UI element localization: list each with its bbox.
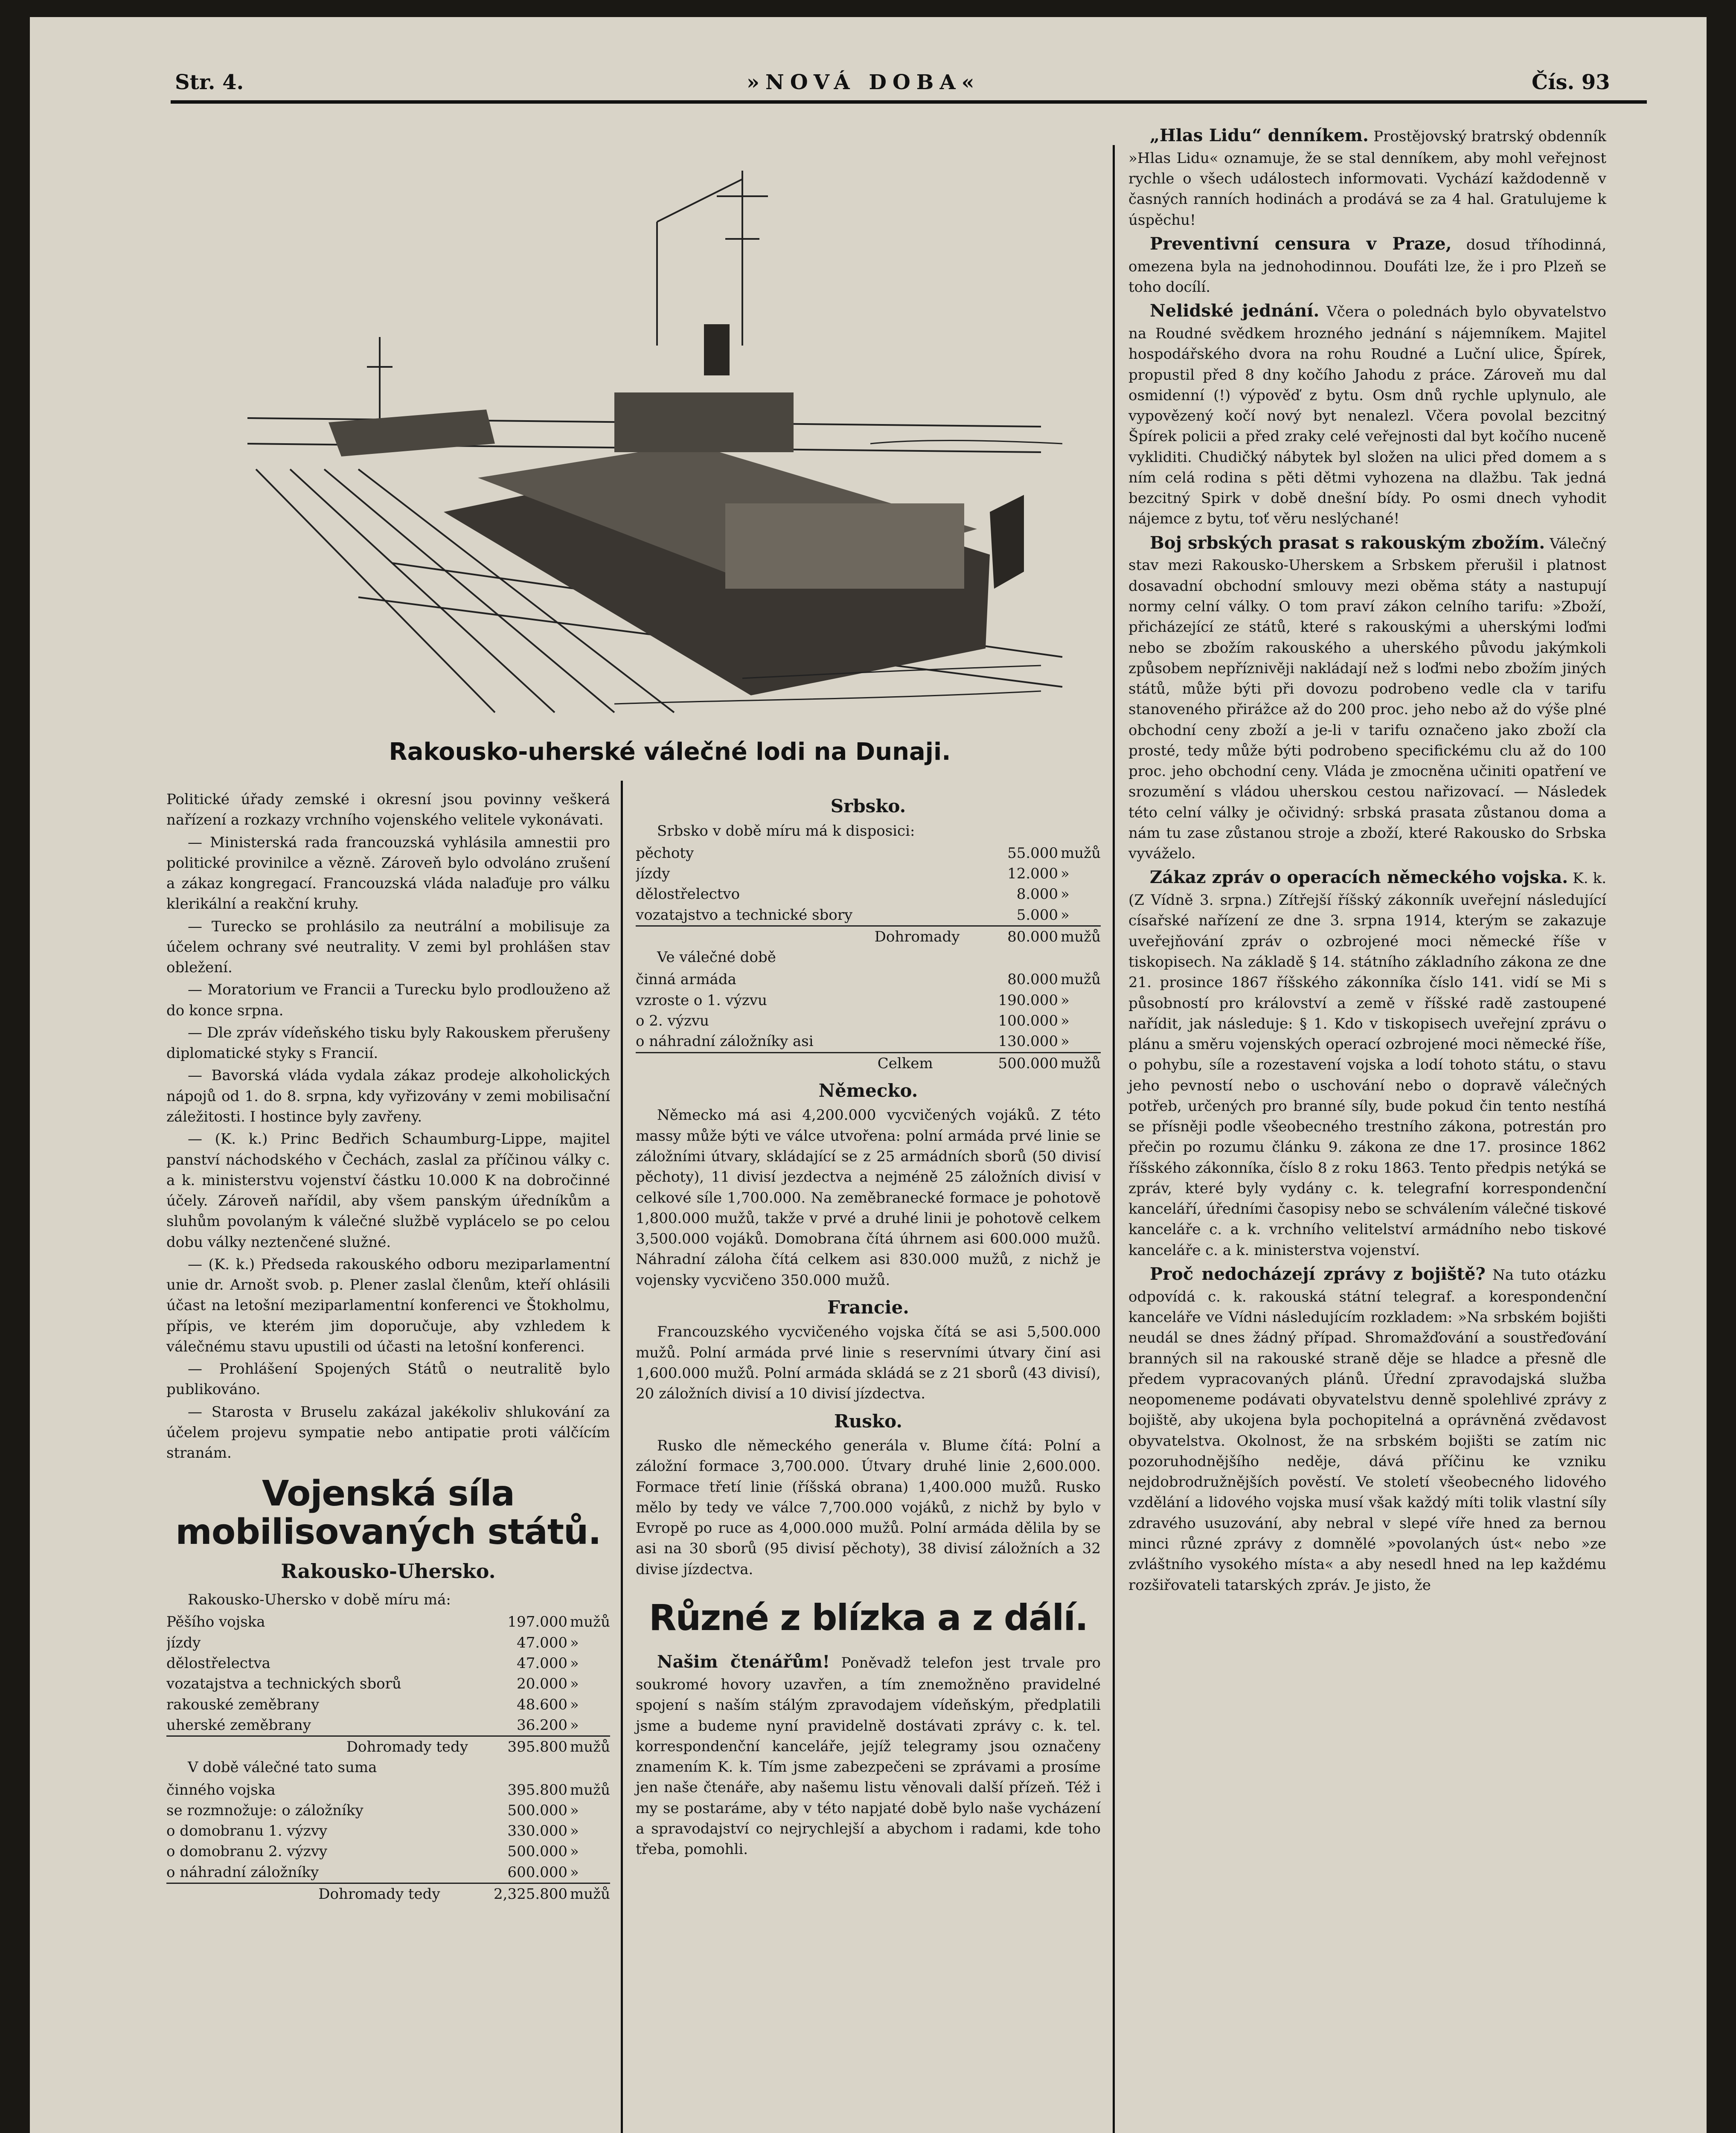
row-value: 8.000: [1016, 886, 1058, 903]
row-label: dělostřelectva: [166, 1654, 270, 1672]
table-row: [166, 1715, 610, 1736]
row-label: pěchoty: [636, 844, 694, 862]
total-value: 395.800: [485, 1736, 570, 1758]
row-value: 197.000: [507, 1613, 568, 1631]
row-unit: mužů: [570, 1613, 610, 1631]
paragraph: — (K. k.) Předseda rakouského odboru meziparlamentní unie dr. Arnošt svob. p. Plener zaslal členům, kteří ohlásili účast na letošní meziparlamentní konferenci ve Štokholmu, přípis, ve kterém jim doporučuje, aby vzhledem k válečnému stavu upustili od účasti na letošní konferenci.: [166, 1255, 610, 1355]
row-unit: »: [1061, 1033, 1070, 1050]
table-row: [166, 1780, 610, 1800]
run-in-heading: Proč nedocházejí zprávy z bojiště?: [1150, 1264, 1486, 1284]
subheading-austria: Rakousko-Uhersko.: [281, 1559, 496, 1583]
subheading-serbia: Srbsko.: [830, 796, 906, 817]
row-value: 20.000: [517, 1675, 568, 1693]
row-unit: mužů: [1061, 844, 1101, 862]
table-row: [166, 1633, 610, 1653]
total-value: 2,325.800: [457, 1883, 570, 1904]
table-row: [636, 843, 1101, 863]
row-unit: mužů: [1061, 971, 1101, 988]
total-value: 80.000: [977, 926, 1061, 947]
warship-illustration: [230, 145, 1084, 729]
table-row: [166, 1674, 610, 1694]
row-value: 395.800: [507, 1781, 568, 1799]
table-row: [166, 1841, 610, 1862]
serbia-war-table: [636, 969, 1101, 1073]
paragraph: — Moratorium ve Francii a Turecku bylo prodlouženo až do konce srpna.: [166, 981, 610, 1019]
serbia-intro: Srbsko v době míru má k disposici:: [657, 822, 915, 840]
row-unit: »: [570, 1654, 579, 1672]
total-label: Celkem: [636, 1052, 950, 1074]
row-unit: »: [1061, 886, 1070, 903]
row-label: jízdy: [166, 1634, 201, 1651]
row-value: 500.000: [507, 1843, 568, 1860]
row-unit: »: [570, 1802, 579, 1819]
paragraph-text: Poněvadž telefon jest trvale pro soukromé hovory uzavřen, a tím znemožněno pravidelné spojení s naším stálým zpravodajem vídeňským, předplatili jsme a budeme nyní pravidelně dostávati zprávy c. k. tel. korrespondenční kanceláře, jejíž telegramy jsou označeny znamením K. k. Tím jsme zabezpečeni se zprávami a prosíme jen naše čtenáře, aby našemu listu věnovali další přízeň. Též i my se postaráme, aby v této napjaté době bylo naše vycházení a spravodajství co nejrychlejší a abychom i radami, kde toho třeba, pomohli.: [636, 1654, 1101, 1858]
column-1: [166, 789, 610, 1904]
row-label: činného vojska: [166, 1781, 276, 1799]
row-value: 47.000: [517, 1634, 568, 1651]
austria-peace-table: [166, 1612, 610, 1757]
row-label: o náhradní záložníky: [166, 1863, 319, 1881]
run-in-heading: „Hlas Lidu“ denníkem.: [1150, 125, 1369, 145]
total-label: Dohromady tedy: [166, 1883, 457, 1904]
row-value: 48.600: [517, 1696, 568, 1713]
austria-war-intro: V době válečné tato suma: [188, 1759, 377, 1776]
table-total-row: [636, 926, 1101, 947]
column-rule-left: [621, 781, 623, 2133]
table-total-row: [166, 1736, 610, 1758]
paragraph-text: Prostějovský bratrský obdenník »Hlas Lidu« oznamuje, že se stal denníkem, aby mohl veřejnost rychle o všech událostech informovati. Vychází každodenně v časných ranních hodinách a prodává se za 4 hal. Gratulujeme k úspěchu!: [1128, 128, 1607, 229]
illustration-caption: Rakousko-uherské válečné lodi na Dunaji.: [389, 738, 951, 766]
row-value: 500.000: [507, 1802, 568, 1819]
table-row: [166, 1612, 610, 1632]
row-label: jízdy: [636, 865, 670, 883]
total-unit: mužů: [570, 1883, 610, 1904]
row-label: vozatajstvo a technické sbory: [636, 906, 853, 924]
newspaper-page: [30, 17, 1707, 2133]
row-unit: »: [1061, 991, 1070, 1009]
section-heading-misc: Různé z blízka a z dálí.: [648, 1597, 1088, 1639]
row-unit: »: [1061, 865, 1070, 883]
row-label: uherské zeměbrany: [166, 1716, 311, 1734]
paragraph-text: Válečný stav mezi Rakousko-Uherskem a Srbskem přerušil i platnost dosavadní obchodní smlouvy mezi oběma státy a nastupují normy celní války. O tom praví zákon celního tarifu: »Zboží, přicházející ze států, které s rakouskými a uherskými loďmi nebo se zbožím rakouského a uherského původu jakýmkoli způsobem nepříznivěji nakládají než s loďmi nebo zbožím jiných států, může býti při dovozu podrobeno vedle cla v tarifu stanoveného přirážce až do 200 proc. jeho nebo až do výše plné obchodní ceny zboží a je-li v tarifu označeno jako zboží cla prosté, tedy může býti podrobeno specifickému clu až do 100 proc. jeho obchodní ceny. Vláda je zmocněna učiniti opatření ve srozumění s vládou uherskou cestou nařizovací. — Následek této celní války je očividný: srbská prasata zůstanou doma a nám tu zase zůstanou stroje a zboží, které Rakousko do Srbska vyváželo.: [1128, 535, 1606, 863]
header-rule: [171, 100, 1647, 104]
row-value: 330.000: [507, 1822, 568, 1840]
row-value: 36.200: [517, 1716, 568, 1734]
total-unit: mužů: [570, 1736, 610, 1758]
row-unit: »: [570, 1843, 579, 1860]
run-in-heading: Boj srbských prasat s rakouským zbožím.: [1150, 532, 1545, 553]
table-row: [636, 863, 1101, 884]
row-value: 5.000: [1016, 906, 1058, 924]
row-label: dělostřelectvo: [636, 886, 740, 903]
paragraph: — (K. k.) Princ Bedřich Schaumburg-Lippe, majitel panství náchodského v Čechách, zaslal za příčinou války c. a k. ministerstvu vojenství částku 10.000 K na dobročinné účely. Zároveň nařídil, aby všem panským úředníkům a sluhům povolaným k válečné službě vyplácelo se po celou dobu války neztenčené služné.: [166, 1130, 610, 1251]
paragraph: — Turecko se prohlásilo za neutrální a mobilisuje za účelem ochrany své neutrality. V zemi byl prohlášen stav obležení.: [166, 918, 610, 976]
subheading-germany: Německo.: [818, 1080, 918, 1101]
row-label: činná armáda: [636, 971, 736, 988]
masthead-title: »NOVÁ DOBA«: [747, 70, 980, 94]
paragraph-text: Na tuto otázku odpovídá c. k. rakouská státní telegraf. a korespondenční kanceláře ve Vídni následujícím rozkladem: »Na srbském bojišti neudál se dnes žádný případ. Shromažďování a soustřeďování branných sil na rakouské straně děje se hladce a přesně dle předem vypracovaných plánů. Úřední zpravodajská služba neopomeneme podávati obyvatelstvu denně spolehlivé zprávy z bojiště, aby ukojena byla pochopitelná a oprávněná zvědavost obyvatelstva. Okolnost, že na srbském bojišti se zatím nic pozoruhodnějšího neděje, dává příčinu ke vzniku nejdobrodružnějších pověstí. Ve století všeobecného lidového vzdělání a lidového vojska musí však každý míti tolik vlastní síly zdravého usuzování, aby nebral v slepé víře hned za bernou minci různé zprávy z domnělé »povolaných úst« nebo »ze zvláštního vysokého místa« a aby nesedl hned na lep každému rozšiřovateli tatarských zpráv. Je jisto, že: [1128, 1267, 1606, 1594]
table-row: [166, 1653, 610, 1674]
row-label: vzroste o 1. výzvu: [636, 991, 767, 1009]
total-unit: mužů: [1061, 926, 1101, 947]
row-value: 600.000: [507, 1863, 568, 1881]
run-in-heading: Nelidské jednání.: [1150, 301, 1320, 321]
total-label: Dohromady tedy: [166, 1736, 485, 1758]
row-label: o náhradní záložníky asi: [636, 1033, 814, 1050]
serbia-peace-table: [636, 843, 1101, 947]
table-row: [636, 1031, 1101, 1052]
column-rule-right: [1113, 145, 1115, 2133]
table-row: [166, 1694, 610, 1715]
table-row: [636, 905, 1101, 926]
table-total-row: [166, 1883, 610, 1904]
paragraph: — Starosta v Bruselu zakázal jakékoliv shlukování za účelem projevu sympatie nebo antipatie proti válčícím stranám.: [166, 1403, 610, 1462]
total-label: Dohromady: [636, 926, 977, 947]
paragraph: — Ministerská rada francouzská vyhlásila amnestii pro politické provinilce a vězně. Zároveň bylo odvoláno zrušení a zákaz kongregací. Francouzská vláda nalaďuje pro válku klerikální a reakční kruhy.: [166, 834, 610, 913]
run-in-heading: Preventivní censura v Praze,: [1150, 233, 1452, 254]
row-label: o domobranu 2. výzvy: [166, 1843, 328, 1860]
table-total-row: [636, 1052, 1101, 1074]
subheading-france: Francie.: [827, 1296, 909, 1318]
section-heading: Vojenská síla mobilisovaných států.: [175, 1473, 601, 1552]
row-value: 100.000: [998, 1012, 1058, 1030]
row-value: 80.000: [1007, 971, 1058, 988]
issue-number: Čís. 93: [1532, 70, 1610, 94]
row-unit: »: [570, 1696, 579, 1713]
row-unit: »: [570, 1863, 579, 1881]
paragraph: Rusko dle německého generála v. Blume čítá: Polní a záložní formace 3,700.000. Útvary druhé linie 2,600.000. Formace třetí linie (říšská obrana) 1,400.000 mužů. Rusko mělo by tedy ve válce 7,700.000 vojáků, z nichž by bylo v Evropě po ruce as 4,000.000 mužů. Polní armáda dělila by se asi na 30 sborů (95 divisí pěchoty), 38 divisí záložních a 32 divise jízdectva.: [636, 1437, 1101, 1578]
row-label: Pěšího vojska: [166, 1613, 265, 1631]
paragraph: Politické úřady zemské i okresní jsou povinny veškerá nařízení a rozkazy vrchního vojenského velitele vykonávati.: [166, 791, 610, 829]
subheading-russia: Rusko.: [834, 1410, 903, 1432]
paragraph-text: Včera o polednách bylo obyvatelstvo na Roudné svědkem hrozného jednání s nájemníkem. Majitel hospodářského dvora na rohu Roudné a Luční ulice, Špírek, propustil před 8 dny kočího Jahodu z práce. Zároveň mu dal osmidenní (!) výpověď z bytu. Osm dnů rychle uplynulo, ale vypovězený kočí nový byt nenalezl. Včera povolal bezcitný Špírek policii a před zraky celé veřejnosti dal byt kočího nuceně vykliditi. Chudičký nábytek byl složen na ulici před domem a s ním celá rodina s pěti dětmi vyhozena na dlažbu. Tak jedná bezcitný Spirk v době dnešní bídy. Po osmi dnech vyhodit nájemce z bytu, toť věru neslýchané!: [1128, 303, 1607, 528]
column-3: [1128, 124, 1606, 1597]
row-unit: »: [570, 1634, 579, 1651]
row-unit: »: [1061, 906, 1070, 924]
table-row: [166, 1862, 610, 1883]
table-row: [166, 1800, 610, 1821]
row-unit: »: [570, 1822, 579, 1840]
austria-war-table: [166, 1780, 610, 1905]
paragraph: Francouzského vycvičeného vojska čítá se asi 5,500.000 mužů. Polní armáda prvé linie s reservními útvary činí asi 1,600.000 mužů. Polní armáda skládá se z 21 sborů (43 divisí), 20 záložních divisí a 10 divisí jízdectva.: [636, 1323, 1101, 1403]
paragraph: — Dle zpráv vídeňského tisku byly Rakouskem přerušeny diplomatické styky s Francií.: [166, 1024, 610, 1062]
page-number: Str. 4.: [175, 70, 244, 94]
row-label: o 2. výzvu: [636, 1012, 709, 1030]
table-row: [636, 969, 1101, 990]
row-label: o domobranu 1. výzvy: [166, 1822, 328, 1840]
row-unit: »: [570, 1716, 579, 1734]
paragraph: — Prohlášení Spojených Států o neutralitě bylo publikováno.: [166, 1360, 610, 1398]
row-unit: »: [1061, 1012, 1070, 1030]
paragraph: — Bavorská vláda vydala zákaz prodeje alkoholických nápojů od 1. do 8. srpna, kdy vyřizovány v zemi mobilisační záležitosti. I hostince byly zavřeny.: [166, 1067, 610, 1125]
row-label: rakouské zeměbrany: [166, 1696, 320, 1713]
row-value: 55.000: [1007, 844, 1058, 862]
run-in-heading: Zákaz zpráv o operacích německého vojska.: [1150, 867, 1568, 888]
paragraph: Německo má asi 4,200.000 vycvičených vojáků. Z této massy může býti ve válce utvořena: polní armáda prvé linie se záložními útvary, skládající se z 25 armádních sborů (50 divisí pěchoty), 11 divisí jezdectva a nejméně 25 záložních divisí v celkové síle 1,700.000. Na zeměbranecké formace je pohotově 1,800.000 mužů, takže v prvé a druhé linii je pohotově celkem 3,500.000 vojáků. Domobrana čítá úhrnem asi 600.000 mužů. Náhradní záloha čítá celkem asi 830.000 mužů, z nichž je vojensky vycvičeno 350.000 mužů.: [636, 1107, 1101, 1289]
row-unit: »: [570, 1675, 579, 1693]
serbia-war-intro: Ve válečné době: [657, 949, 776, 966]
paragraph-text: dosud tříhodinná, omezena byla na jednohodinnou. Doufáti lze, že i pro Plzeň se toho docílí.: [1128, 236, 1606, 296]
table-row: [636, 884, 1101, 904]
row-label: se rozmnožuje: o záložníky: [166, 1802, 363, 1819]
table-row: [636, 1011, 1101, 1031]
table-row: [636, 990, 1101, 1011]
row-label: vozatajstva a technických sborů: [166, 1675, 401, 1693]
austria-intro: Rakousko-Uhersko v době míru má:: [188, 1591, 451, 1609]
run-in-heading: Našim čtenářům!: [657, 1652, 830, 1672]
column-2: [636, 789, 1101, 1861]
total-unit: mužů: [1061, 1052, 1101, 1074]
table-row: [166, 1821, 610, 1841]
total-value: 500.000: [950, 1052, 1061, 1074]
row-value: 190.000: [998, 991, 1058, 1009]
row-unit: mužů: [570, 1781, 610, 1799]
row-value: 12.000: [1007, 865, 1058, 883]
paragraph-text: K. k. (Z Vídně 3. srpna.) Zítřejší říšský zákonník uveřejní následující císařské nařízení ze dne 3. srpna 1914, kterým se zakazuje uveřejňování zpráv o ozbrojené moci německé říše v tiskopisech. Na základě § 14. státního základního zákona ze dne 21. prosince 1867 říšského zákonníka číslo 141. vidí se Mi s působností pro království a země v říšské radě zastoupené nařídit, jak následuje: § 1. Kdo v tiskopisech uveřejní zprávu o plánu a směru vojenských operací ozbrojené moci německé říše, o pohybu, síle a rozestavení vojska a lodí tohoto státu, o stavu jeho pevností nebo o uschování nebo o dopravě válečných potřeb, určených pro branné síly, bude pokud čin tento nestíhá se přísněji podle všeobecného trestního zákona, potrestán pro přečin po rozumu článku 9. zákona ze dne 17. prosince 1862 říšského zákonníka, číslo 8 z roku 1863. Tento předpis netýká se zpráv, které byly vydány c. k. telegrafní korrespondenční kanceláří, úředními časopisy nebo se schválením válečné tiskové kanceláře c. a k. vrchního velitelství armádního nebo tiskové kanceláře c. a k. ministerstva vojenství.: [1128, 870, 1606, 1259]
row-value: 47.000: [517, 1654, 568, 1672]
row-value: 130.000: [998, 1033, 1058, 1050]
